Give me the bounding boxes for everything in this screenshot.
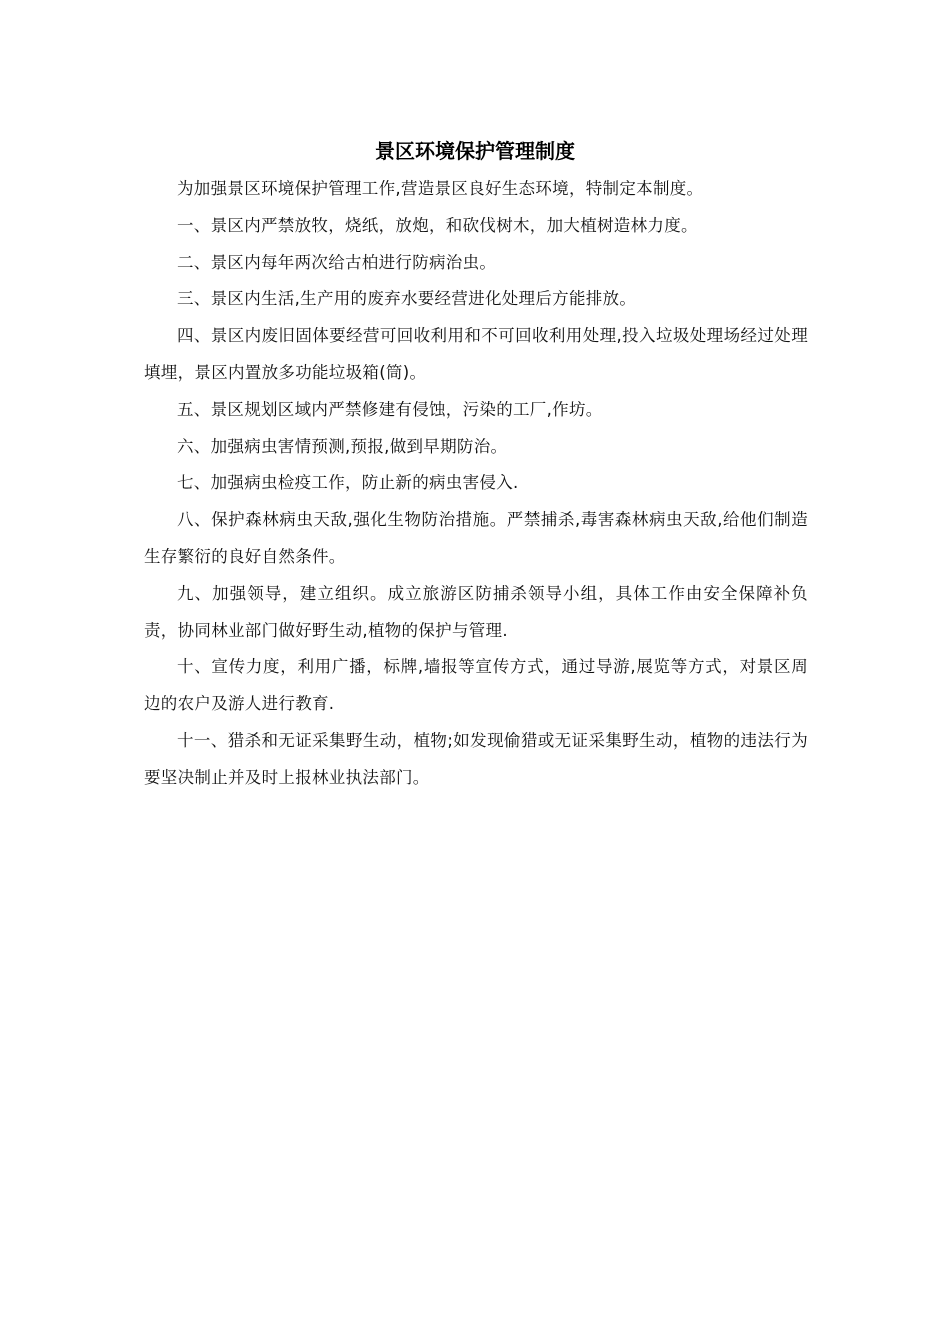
document-body (144, 171, 808, 797)
document-title: 景区环境保护管理制度 (375, 139, 575, 163)
paragraph-rule-3: 三、景区内生活,生产用的废弃水要经营进化处理后方能排放。 (177, 289, 637, 309)
paragraph-rule-8: 八、保护森林病虫天敌,强化生物防治措施。严禁捕杀,毒害森林病虫天敌,给他们制造生存繁衍的良好自然条件。 (144, 510, 808, 566)
paragraph-rule-10: 十、宣传力度，利用广播，标牌,墙报等宣传方式，通过导游,展览等方式，对景区周边的农户及游人进行教育. (144, 657, 808, 714)
paragraph-rule-2: 二、景区内每年两次给古柏进行防病治虫。 (177, 252, 497, 272)
paragraph-intro: 为加强景区环境保护管理工作,营造景区良好生态环境，特制定本制度。 (177, 179, 704, 198)
paragraph-rule-11: 十一、猎杀和无证采集野生动，植物;如发现偷猎或无证采集野生动，植物的违法行为要坚决制止并及时上报林业执法部门。 (144, 730, 808, 787)
paragraph-rule-4: 四、景区内废旧固体要经营可回收利用和不可回收利用处理,投入垃圾处理场经过处理填埋，景区内置放多功能垃圾箱(筒)。 (144, 326, 808, 382)
paragraph-rule-7: 七、加强病虫检疫工作，防止新的病虫害侵入. (177, 473, 519, 493)
paragraph-rule-5: 五、景区规划区域内严禁修建有侵蚀，污染的工厂,作坊。 (177, 399, 603, 419)
paragraph-rule-6: 六、加强病虫害情预测,预报,做到早期防治。 (177, 436, 508, 456)
paragraph-rule-1: 一、景区内严禁放牧，烧纸，放炮，和砍伐树木，加大植树造林力度。 (177, 215, 698, 235)
paragraph-rule-9: 九、加强领导，建立组织。成立旅游区防捕杀领导小组，具体工作由安全保障补负责，协同林业部门做好野生动,植物的保护与管理. (144, 583, 808, 640)
